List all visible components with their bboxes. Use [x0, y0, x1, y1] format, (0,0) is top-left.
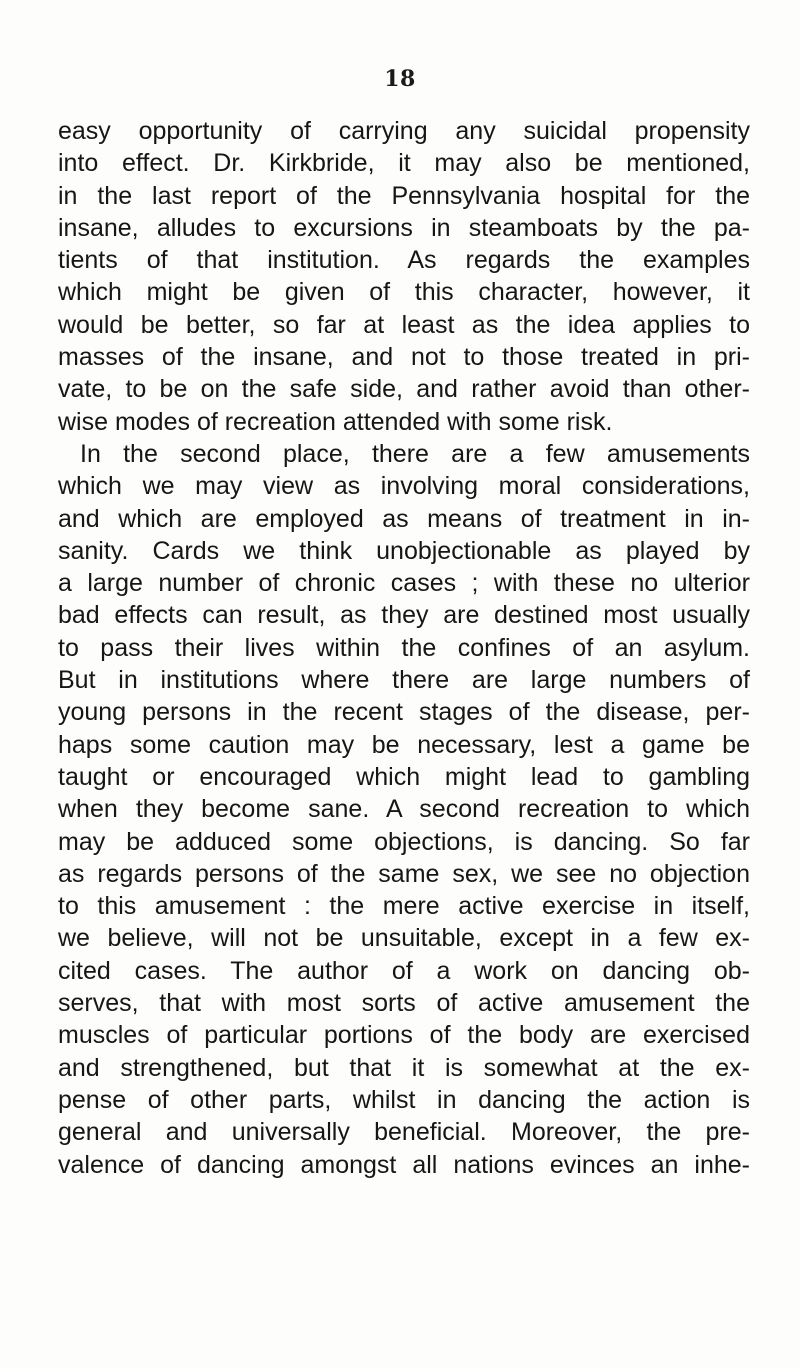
text-line: muscles of particular portions of the body are exercised	[58, 1021, 750, 1050]
text-line: bad effects can result, as they are destined most usually	[58, 601, 750, 630]
text-line: wise modes of recreation attended with some risk.	[58, 407, 613, 436]
text-line: In the second place, there are a few amusements	[80, 439, 750, 468]
text-line: taught or encouraged which might lead to gambling	[58, 762, 750, 791]
page-number: 18	[384, 66, 416, 92]
text-line: vate, to be on the safe side, and rather avoid than other-	[58, 375, 750, 404]
text-line: valence of dancing amongst all nations evinces an inhe-	[58, 1150, 750, 1179]
text-line: serves, that with most sorts of active amusement the	[58, 989, 750, 1018]
text-line: sanity. Cards we think unobjectionable as played by	[58, 536, 750, 565]
text-line: young persons in the recent stages of the disease, per-	[58, 698, 750, 727]
text-line: would be better, so far at least as the idea applies to	[58, 310, 750, 339]
text-line: a large number of chronic cases ; with these no ulterior	[58, 569, 750, 598]
text-line: tients of that institution. As regards the examples	[58, 246, 750, 275]
text-line: and strengthened, but that it is somewhat at the ex-	[58, 1053, 750, 1082]
text-line: to pass their lives within the confines of an asylum.	[58, 633, 750, 662]
text-line: to this amusement : the mere active exercise in itself,	[58, 892, 750, 921]
text-line: as regards persons of the same sex, we see no objection	[58, 859, 750, 888]
text-line: insane, alludes to excursions in steamboats by the pa-	[58, 213, 750, 242]
text-line: when they become sane. A second recreation to which	[58, 795, 750, 824]
text-line: and which are employed as means of treatment in in-	[58, 504, 750, 533]
text-line: cited cases. The author of a work on dancing ob-	[58, 956, 750, 985]
text-line: masses of the insane, and not to those treated in pri-	[58, 343, 750, 372]
text-line: in the last report of the Pennsylvania hospital for the	[58, 181, 750, 210]
text-line: But in institutions where there are large numbers of	[58, 666, 750, 695]
text-line: easy opportunity of carrying any suicidal propensity	[58, 117, 750, 145]
text-line: into effect. Dr. Kirkbride, it may also be mentioned,	[58, 149, 750, 178]
body-text	[58, 115, 750, 1181]
text-line: general and universally beneficial. Moreover, the pre-	[58, 1118, 750, 1147]
text-line: which might be given of this character, however, it	[58, 278, 750, 307]
text-line: we believe, will not be unsuitable, except in a few ex-	[58, 924, 750, 953]
text-line: which we may view as involving moral considerations,	[58, 472, 750, 501]
text-line: pense of other parts, whilst in dancing the action is	[58, 1085, 750, 1114]
text-line: may be adduced some objections, is dancing. So far	[58, 827, 750, 856]
text-line: haps some caution may be necessary, lest a game be	[58, 730, 750, 759]
